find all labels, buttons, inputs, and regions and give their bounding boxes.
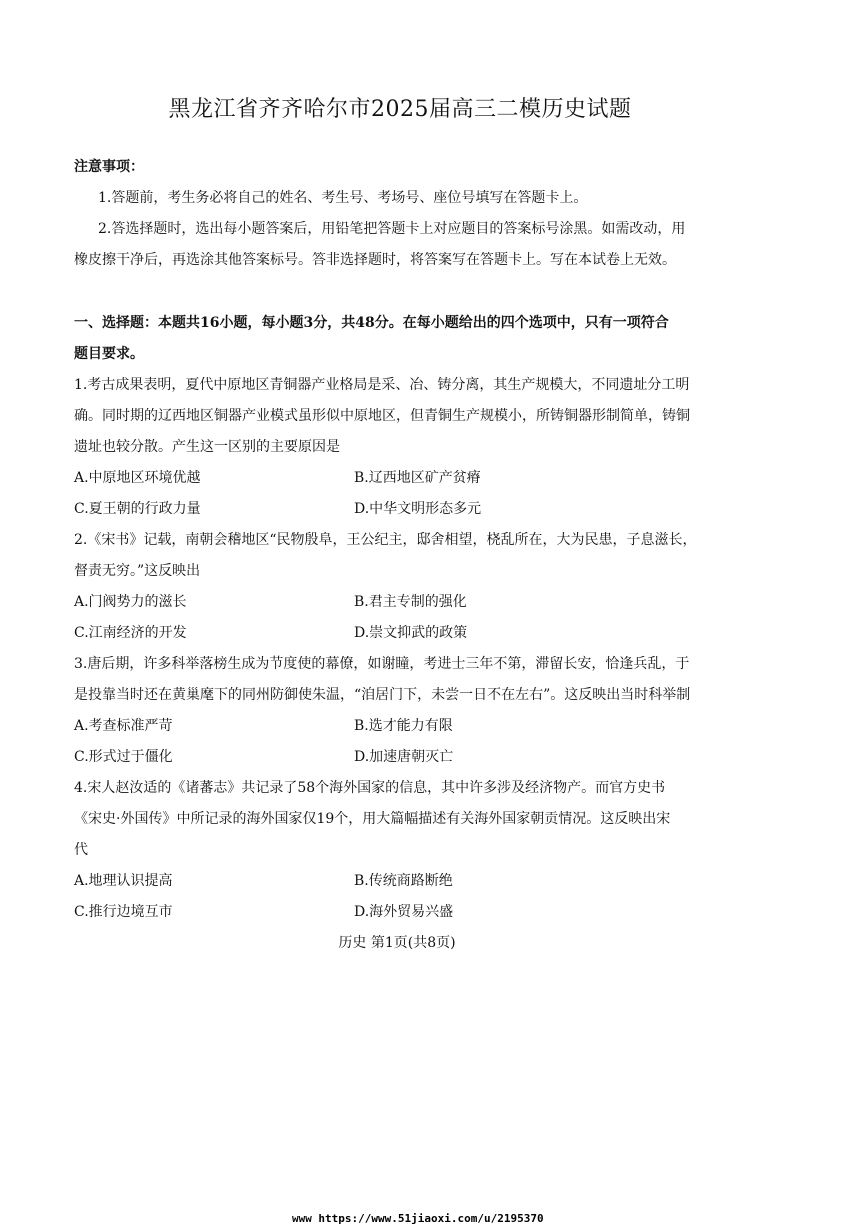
question-3-option-c: C.形式过于僵化 — [74, 749, 173, 765]
question-1-line-3: 遗址也较分散。产生这一区别的主要原因是 — [74, 439, 340, 455]
notice-item-2-line-1: 2.答选择题时，选出每小题答案后，用铅笔把答题卡上对应题目的答案标号涂黑。如需改动，用 — [98, 221, 686, 237]
section-heading-line-2: 题目要求。 — [74, 346, 144, 362]
question-4-line-3: 代 — [74, 842, 88, 858]
question-2-line-2: 督责无穷。”这反映出 — [74, 563, 201, 579]
question-4-option-b: B.传统商路断绝 — [354, 873, 453, 889]
source-watermark-link[interactable]: ᴡᴡᴡ https://www.51jiaoxi.com/u/2195370 — [292, 1212, 544, 1225]
question-1-line-2: 确。同时期的辽西地区铜器产业模式虽形似中原地区，但青铜生产规模小，所铸铜器形制简单，铸铜 — [74, 408, 690, 424]
question-1-option-b: B.辽西地区矿产贫瘠 — [354, 470, 481, 486]
question-2-option-b: B.君主专制的强化 — [354, 594, 467, 610]
question-1-option-d: D.中华文明形态多元 — [354, 501, 482, 517]
question-4-option-a: A.地理认识提高 — [74, 873, 173, 889]
notice-item-1: 1.答题前，考生务必将自己的姓名、考生号、考场号、座位号填写在答题卡上。 — [98, 190, 588, 206]
section-heading-line-1: 一、选择题：本题共16小题，每小题3分，共48分。在每小题给出的四个选项中，只有一项符合 — [74, 315, 669, 331]
page-title: 黑龙江省齐齐哈尔市2025届高三二模历史试题 — [168, 97, 632, 122]
notice-item-2-line-2: 橡皮擦干净后，再选涂其他答案标号。答非选择题时，将答案写在答题卡上。写在本试卷上无效。 — [74, 252, 676, 268]
question-3-option-b: B.选才能力有限 — [354, 718, 453, 734]
question-3-line-2: 是投靠当时还在黄巢麾下的同州防御使朱温，“洎居门下，未尝一日不在左右”。这反映出当时科举制 — [74, 687, 691, 703]
question-1-option-a: A.中原地区环境优越 — [74, 470, 201, 486]
question-3-option-a: A.考查标准严苛 — [74, 718, 173, 734]
question-2-option-a: A.门阀势力的滋长 — [74, 594, 187, 610]
notice-heading: 注意事项： — [74, 159, 144, 175]
question-1-line-1: 1.考古成果表明，夏代中原地区青铜器产业格局是采、冶、铸分离，其生产规模大，不同遗址分工明 — [74, 377, 690, 393]
question-3-line-1: 3.唐后期，许多科举落榜生成为节度使的幕僚，如谢瞳，考进士三年不第，滞留长安，恰逢兵乱，于 — [74, 656, 690, 672]
question-4-option-c: C.推行边境互市 — [74, 904, 173, 920]
question-4-option-d: D.海外贸易兴盛 — [354, 904, 454, 920]
question-3-option-d: D.加速唐朝灭亡 — [354, 749, 454, 765]
question-4-line-2: 《宋史·外国传》中所记录的海外国家仅19个，用大篇幅描述有关海外国家朝贡情况。这反映出宋 — [74, 811, 671, 827]
question-4-line-1: 4.宋人赵汝适的《诸蕃志》共记录了58个海外国家的信息，其中许多涉及经济物产。而官方史书 — [74, 780, 666, 796]
page-footer: 历史 第1页(共8页) — [338, 935, 456, 951]
question-2-option-d: D.崇文抑武的政策 — [354, 625, 468, 641]
question-2-option-c: C.江南经济的开发 — [74, 625, 187, 641]
question-1-option-c: C.夏王朝的行政力量 — [74, 501, 201, 517]
question-2-line-1: 2.《宋书》记载，南朝会稽地区“民物殷阜，王公纪主，邸舍相望，桡乱所在，大为民患，子息滋长， — [74, 532, 697, 548]
